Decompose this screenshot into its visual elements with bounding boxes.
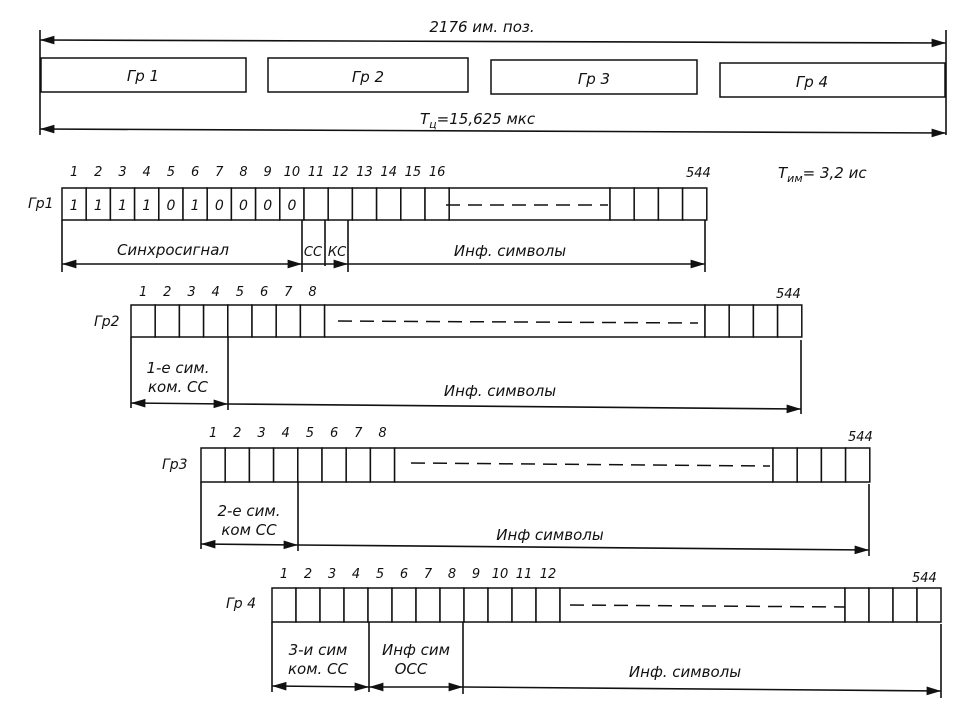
slot-cell <box>488 588 512 622</box>
slot-cell <box>249 448 273 482</box>
position-number: 3 <box>118 165 127 180</box>
position-number: 8 <box>378 426 387 441</box>
row-3-cmd-arrow <box>201 544 298 545</box>
slot-cell <box>201 448 225 482</box>
slot-cell <box>392 588 416 622</box>
slot-cell <box>304 188 328 220</box>
row-4-info-arrow <box>463 687 941 691</box>
position-number: 8 <box>447 567 457 582</box>
row-4-info-label: Инф. символы <box>628 663 742 681</box>
row-1-position-numbers <box>70 165 445 180</box>
position-number: 7 <box>423 567 433 582</box>
row-3-info-label: Инф символы <box>496 526 604 544</box>
row-4-cells <box>272 588 941 622</box>
slot-cell <box>377 188 401 220</box>
slot-cell <box>869 588 893 622</box>
slot-cell <box>204 305 228 337</box>
position-number: 6 <box>329 426 339 441</box>
sync-bit: 0 <box>239 198 248 214</box>
row-2-cmd-label-2: ком. СС <box>147 378 209 396</box>
position-number: 5 <box>166 165 176 180</box>
sync-bit: 0 <box>287 198 297 214</box>
row-4-cmd-label-2: ком. СС <box>287 660 349 678</box>
position-number: 9 <box>471 567 481 582</box>
row-1-label: Гр1 <box>28 196 54 212</box>
position-number: 5 <box>375 567 385 582</box>
position-number: 10 <box>283 165 301 180</box>
slot-cell <box>274 448 298 482</box>
slot-cell <box>370 448 394 482</box>
slot-cell <box>778 305 802 337</box>
row-1-sync-label: Синхросигнал <box>116 241 230 259</box>
position-number: 4 <box>142 165 151 180</box>
sync-bit: 1 <box>93 198 103 214</box>
position-number: 7 <box>354 426 363 441</box>
slot-cell <box>179 305 203 337</box>
sync-bit: 0 <box>214 198 224 214</box>
position-number: 2 <box>233 426 242 441</box>
position-number: 3 <box>187 285 196 300</box>
group-1-label: Гр 1 <box>126 67 160 85</box>
row-2-cmd-label-1: 1-е сим. <box>146 359 210 377</box>
sync-bit: 1 <box>190 198 200 214</box>
slot-cell <box>705 305 729 337</box>
slot-cell <box>296 588 320 622</box>
row-3-info-arrow <box>298 545 869 550</box>
position-number: 15 <box>404 165 422 180</box>
row-1-last-number: 544 <box>686 166 711 181</box>
row-2-last-number: 544 <box>776 287 801 302</box>
slot-gap-cell <box>325 305 705 337</box>
sync-bit: 0 <box>166 198 176 214</box>
position-number: 11 <box>307 165 325 180</box>
total-positions-label: 2176 им. поз. <box>429 18 535 36</box>
position-number: 2 <box>163 285 172 300</box>
position-number: 1 <box>208 426 218 441</box>
slot-cell <box>252 305 276 337</box>
slot-cell <box>401 188 425 220</box>
group-3-label: Гр 3 <box>577 70 611 88</box>
position-number: 4 <box>351 567 361 582</box>
slot-cell <box>634 188 658 220</box>
row-4-label: Гр 4 <box>226 596 257 612</box>
position-number: 12 <box>539 567 557 582</box>
slot-cell <box>228 305 252 337</box>
row-3-last-number: 544 <box>848 430 873 445</box>
slot-cell <box>658 188 682 220</box>
position-number: 1 <box>138 285 148 300</box>
row-4-last-number: 544 <box>912 571 937 586</box>
slot-cell <box>300 305 324 337</box>
position-number: 5 <box>235 285 245 300</box>
slot-cell <box>416 588 440 622</box>
slot-cell <box>320 588 344 622</box>
row-2-cells <box>131 305 802 337</box>
slot-cell <box>276 305 300 337</box>
position-number: 9 <box>263 165 272 180</box>
slot-cell <box>845 588 869 622</box>
slot-cell <box>131 305 155 337</box>
sync-bit: 0 <box>263 198 273 214</box>
position-number: 8 <box>239 165 248 180</box>
slot-cell <box>846 448 870 482</box>
group-2-label: Гр 2 <box>351 68 385 86</box>
row-4-cmd-arrow <box>272 686 369 687</box>
position-number: 4 <box>281 426 290 441</box>
row-4-cmd-label-1: 3-и сим <box>288 641 348 659</box>
pulse-period-label: $Т_{им}= 3,2$ ис <box>778 164 867 185</box>
position-number: 12 <box>332 165 349 180</box>
slot-cell <box>344 588 368 622</box>
slot-cell <box>464 588 488 622</box>
row-3-cmd-label-2: ком СС <box>221 521 277 539</box>
row-1-info-label: Инф. символы <box>453 242 567 260</box>
position-number: 16 <box>428 165 446 180</box>
slot-cell <box>773 448 797 482</box>
slot-cell <box>346 448 370 482</box>
slot-cell <box>298 448 322 482</box>
row-3-cells <box>201 448 870 482</box>
slot-cell <box>821 448 845 482</box>
slot-cell <box>683 188 707 220</box>
row-4-position-numbers <box>280 567 556 582</box>
row-2-cmd-arrow <box>131 403 228 404</box>
row-4-osc-label-1: Инф сим <box>382 641 450 659</box>
position-number: 7 <box>215 165 224 180</box>
position-number: 2 <box>94 165 103 180</box>
slot-cell <box>729 305 753 337</box>
slot-cell <box>893 588 917 622</box>
slot-cell <box>155 305 179 337</box>
position-number: 10 <box>491 567 509 582</box>
total-span-arrow <box>40 40 946 43</box>
frame-period-label: $Т_ц=15,625$ мкс <box>420 110 536 131</box>
slot-cell <box>425 188 449 220</box>
slot-cell <box>440 588 464 622</box>
position-number: 11 <box>515 567 533 582</box>
position-number: 7 <box>284 285 293 300</box>
slot-cell <box>322 448 346 482</box>
row-1-ss-label: СС <box>303 245 323 260</box>
sync-bit: 1 <box>142 198 152 214</box>
row-2-position-numbers <box>139 285 317 300</box>
position-number: 5 <box>305 426 315 441</box>
slot-cell <box>328 188 352 220</box>
slot-cell <box>272 588 296 622</box>
position-number: 1 <box>69 165 79 180</box>
row-3-cmd-label-1: 2-е сим. <box>217 502 281 520</box>
slot-cell <box>512 588 536 622</box>
slot-cell <box>753 305 777 337</box>
position-number: 3 <box>257 426 266 441</box>
position-number: 1 <box>279 567 289 582</box>
row-3-label: Гр3 <box>162 457 188 473</box>
position-number: 6 <box>399 567 409 582</box>
slot-cell <box>610 188 634 220</box>
slot-cell <box>536 588 560 622</box>
sync-bit: 1 <box>118 198 127 214</box>
row-1-ks-label: КС <box>327 245 347 260</box>
position-number: 6 <box>190 165 200 180</box>
position-number: 2 <box>303 567 313 582</box>
slot-gap-cell <box>449 188 610 220</box>
row-2-info-label: Инф. символы <box>443 382 557 400</box>
position-number: 13 <box>356 165 373 180</box>
slot-gap-cell <box>395 448 773 482</box>
group-4-label: Гр 4 <box>795 73 829 91</box>
row-3-position-numbers <box>209 426 387 441</box>
position-number: 6 <box>259 285 269 300</box>
row-2-info-arrow <box>228 404 801 409</box>
row-4-osc-label-2: ОСС <box>394 660 428 678</box>
slot-cell <box>225 448 249 482</box>
row-1-cells <box>62 188 707 220</box>
slot-cell <box>917 588 941 622</box>
period-span-arrow <box>40 129 946 133</box>
slot-cell <box>797 448 821 482</box>
position-number: 3 <box>327 567 337 582</box>
sync-bit: 1 <box>69 198 79 214</box>
slot-cell <box>368 588 392 622</box>
position-number: 8 <box>308 285 317 300</box>
row-2-label: Гр2 <box>94 314 120 330</box>
position-number: 14 <box>380 165 397 180</box>
group-4-box <box>720 63 945 97</box>
position-number: 4 <box>211 285 220 300</box>
slot-cell <box>352 188 376 220</box>
